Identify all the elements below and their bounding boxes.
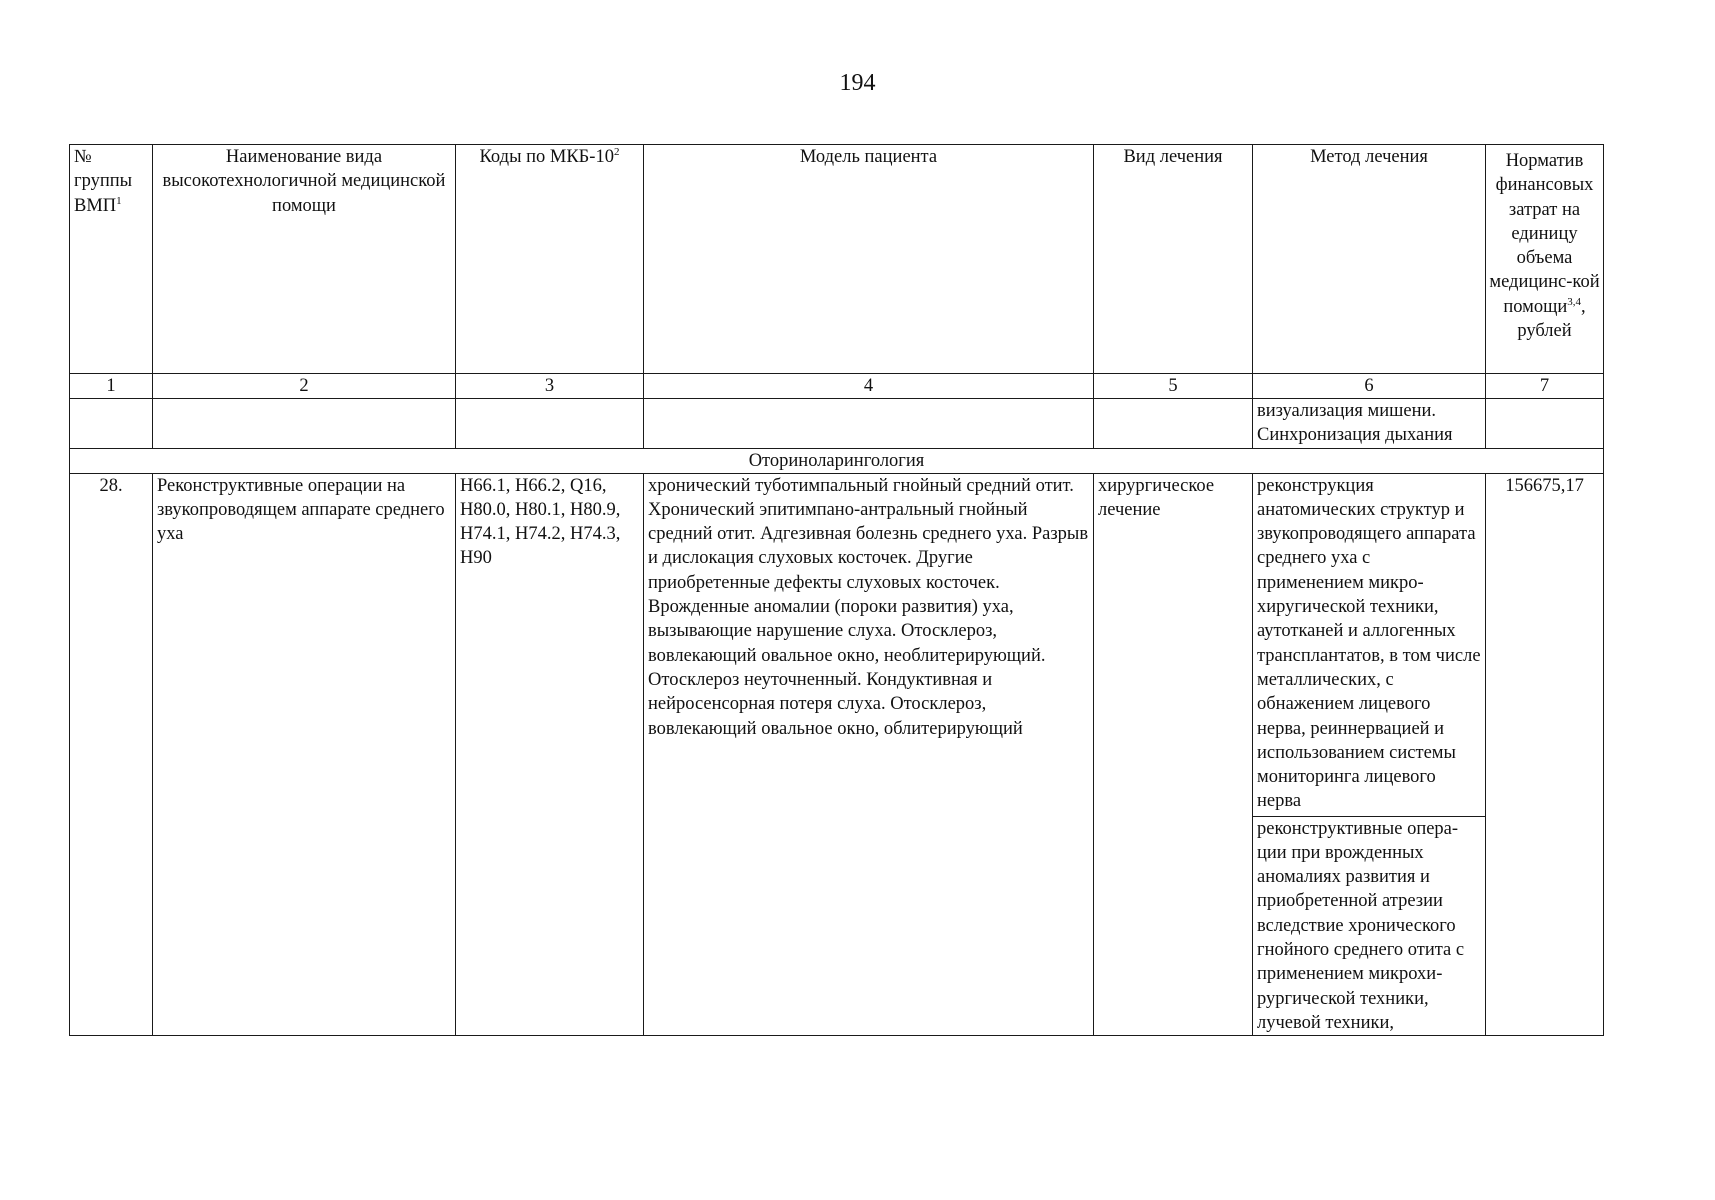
continuation-row bbox=[70, 399, 1604, 449]
table-cell bbox=[1486, 399, 1604, 449]
column-number: 5 bbox=[1094, 374, 1253, 399]
header-group-number bbox=[70, 145, 153, 374]
table-header-row bbox=[70, 145, 1604, 374]
footnote-mark: 1 bbox=[116, 194, 122, 207]
column-number: 7 bbox=[1486, 374, 1604, 399]
patient-model-cell: хронический туботимпальный гнойный средний отит. Хронический эпитимпано-антральный гнойный средний отит. Адгезивная болезнь среднего уха. Разрыв и дислокация слуховых косточек. Другие приобретенные дефекты слуховых косточек. Врожденные аномалии (пороки развития) уха, вызывающие нарушение слуха. Отосклероз, вовлекающий овальное окно, необлитерирующий. Отосклероз неуточненный. Кондуктивная и нейросенсорная потеря слуха. Отосклероз, вовлекающий овальное окно, облитерирующий bbox=[644, 473, 1094, 1036]
table-cell bbox=[70, 399, 153, 449]
column-number: 3 bbox=[456, 374, 644, 399]
table-cell bbox=[1094, 399, 1253, 449]
page-number: 194 bbox=[839, 70, 876, 96]
header-cost-standard bbox=[1486, 145, 1604, 374]
section-row bbox=[70, 448, 1604, 473]
table-cell bbox=[153, 399, 456, 449]
treatment-method-cell: реконструкция анатомических структур и звукопроводящего аппарата среднего уха с применением микро-хиругической техники, аутотканей и аллогенных трансплантатов, в том числе металлических, с обнажением лицевого нерва, реиннервацией и использованием системы мониторинга лицевого нерва bbox=[1253, 473, 1486, 816]
continuation-method-cell: визуализация мишени. Синхронизация дыхания bbox=[1253, 399, 1486, 449]
column-number: 6 bbox=[1253, 374, 1486, 399]
header-treatment-type: Вид лечения bbox=[1094, 145, 1253, 374]
header-cost-unit: , рублей bbox=[1517, 296, 1586, 342]
footnote-mark: 3,4 bbox=[1567, 295, 1582, 308]
icd-codes-cell: H66.1, H66.2, Q16, H80.0, H80.1, H80.9, H74.1, H74.2, H74.3, H90 bbox=[456, 473, 644, 1036]
header-cost-standard-text: Норматив финансовых затрат на единицу объема медицинс-кой помощи bbox=[1489, 151, 1600, 317]
vmp-table bbox=[69, 144, 1604, 1036]
section-title: Оториноларингология bbox=[70, 448, 1604, 473]
column-number: 4 bbox=[644, 374, 1094, 399]
header-icd-codes-text: Коды по МКБ-10 bbox=[479, 147, 614, 167]
column-number: 2 bbox=[153, 374, 456, 399]
cost-cell: 156675,17 bbox=[1486, 473, 1604, 1036]
column-number-row bbox=[70, 374, 1604, 399]
table-row bbox=[70, 473, 1604, 816]
table-cell bbox=[456, 399, 644, 449]
header-care-type-name: Наименование вида высокотехнологичной медицинской помощи bbox=[153, 145, 456, 374]
header-icd-codes bbox=[456, 145, 644, 374]
header-group-number-text: № группы ВМП bbox=[74, 147, 133, 216]
footnote-mark: 2 bbox=[613, 145, 620, 158]
header-treatment-method: Метод лечения bbox=[1253, 145, 1486, 374]
group-number-cell: 28. bbox=[70, 473, 153, 1036]
table-cell bbox=[644, 399, 1094, 449]
treatment-type-cell: хирургическое лечение bbox=[1094, 473, 1253, 1036]
header-patient-model: Модель пациента bbox=[644, 145, 1094, 374]
treatment-method-cell: реконструктивные опера-ции при врожденных аномалиях развития и приобретенной атрезии вследствие хронического гнойного среднего отита с применением микрохи-рургической техники, лучевой техники, bbox=[1253, 816, 1486, 1036]
care-type-name-cell: Реконструктивные операции на звукопроводящем аппарате среднего уха bbox=[153, 473, 456, 1036]
column-number: 1 bbox=[70, 374, 153, 399]
